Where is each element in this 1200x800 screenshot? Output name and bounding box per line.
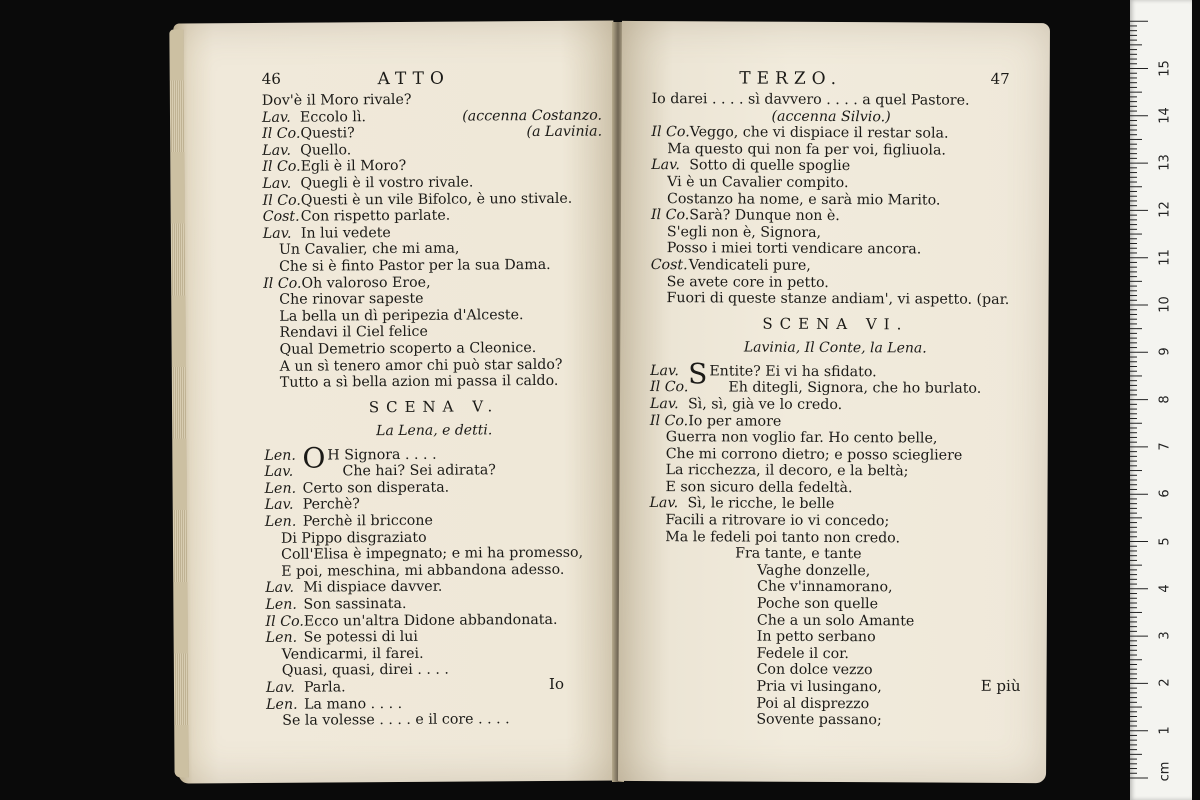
scene-heading: SCENA VI. (762, 314, 909, 334)
verse-text (301, 274, 430, 291)
verse-words: Son sassinata. (303, 595, 407, 613)
speaker-label: Len. (264, 513, 297, 530)
verse-text (649, 578, 893, 595)
ruler-number: 6 (1157, 489, 1173, 498)
ruler-number: 1 (1157, 726, 1173, 735)
speaker-label: Lav. (265, 580, 295, 597)
page-edges (169, 29, 188, 777)
verse-words: Questi è un vile Bifolco, è uno stivale. (300, 190, 573, 209)
verse-text (648, 695, 869, 712)
verse-line (651, 224, 1021, 243)
verse-text (688, 396, 842, 413)
speaker-label: Lav. (264, 464, 294, 481)
verse-line (649, 496, 1019, 515)
verse-words: Quasi, quasi, direi . . . . (281, 662, 449, 680)
verse-words: Fra tante, e tante (735, 545, 862, 563)
speaker-label: Il Co. (265, 613, 304, 630)
verse-words: Un Cavalier, che mi ama, (278, 240, 460, 259)
verse-text (300, 174, 473, 191)
verse-words: Posso i miei torti vendicare ancora. (666, 240, 922, 258)
speaker-label: Il Co. (650, 379, 689, 396)
right-catchword: E più (980, 676, 1021, 695)
verse-words: Sotto di quelle spoglie (689, 157, 851, 175)
verse-words: Di Pippo disgraziato (280, 529, 427, 547)
speaker-label: Len. (265, 629, 298, 647)
verse-words: Io darei . . . . sì davvero . . . . a quel Pastore. (651, 91, 970, 109)
ruler-number: 11 (1157, 248, 1173, 266)
verse-text (690, 124, 949, 141)
verse-words: Quegli è il vostro rivale. (300, 174, 474, 192)
verse-words: La bella un dì peripezia d'Alceste. (279, 306, 524, 325)
ruler-number: 14 (1157, 107, 1173, 124)
verse-words: Eh ditegli, Signora, che ho burlato. (728, 379, 982, 398)
verse-words: Io per amore (688, 412, 782, 430)
verse-words: Che a un solo Amante (756, 612, 915, 630)
verse-words: Sì, le ricche, le belle (687, 495, 835, 513)
verse-text (650, 462, 909, 479)
verse-text (265, 545, 583, 563)
verse-words: Che mi corrono dietro; e posso sciegliere (665, 445, 963, 464)
verse-text (264, 340, 537, 358)
verse-line (649, 612, 1019, 631)
verse-text (650, 290, 1009, 308)
verse-words: Guerra non voglio far. Ho cento belle, (665, 429, 938, 447)
verse-words: Vi è un Cavalier compito. (667, 174, 849, 192)
verse-line (264, 373, 604, 392)
verse-text (302, 441, 437, 475)
verse-words: Che v'innamorano, (756, 579, 893, 596)
verse-text (301, 225, 391, 242)
verse-line (651, 108, 1021, 127)
scene-heading: SCENA V. (368, 396, 500, 416)
verse-line (650, 413, 1020, 432)
ruler-number: 13 (1157, 154, 1173, 171)
verse-text (650, 479, 853, 496)
verse-text (264, 373, 559, 391)
verse-words: Eccolo lì. (299, 108, 367, 126)
speaker-label: Il Co. (650, 207, 690, 224)
ruler-number: 2 (1157, 678, 1173, 688)
verse-text (303, 579, 442, 596)
speaker-label: Lav. (649, 495, 679, 512)
verse-text (689, 207, 840, 224)
verse-text (300, 125, 354, 141)
verse-line (649, 661, 1019, 680)
speaker-label: Len. (264, 447, 296, 464)
verse-text (265, 562, 564, 580)
verse-words: Facili a ritrovare io vi concedo; (665, 512, 890, 530)
verse-line (266, 711, 606, 730)
verse-words: Sovente passano; (756, 711, 882, 729)
verse-words: Qual Demetrio scoperto a Cleonice. (279, 339, 537, 358)
verse-text (689, 257, 811, 274)
verse-line (649, 545, 1019, 564)
verse-text (304, 679, 346, 695)
verse-line (651, 274, 1021, 293)
ruler-number: 5 (1157, 536, 1173, 546)
verse-text (301, 190, 572, 208)
verse-words: H Signora . . . . (327, 446, 437, 464)
verse-words: Coll'Elisa è impegnato; e mi ha promesso, (281, 544, 584, 564)
ruler-number: 12 (1157, 201, 1173, 219)
verse-text (651, 141, 946, 159)
verse-line (651, 240, 1021, 259)
verse-words: Entite? Ei vi ha sfidato. (709, 363, 877, 380)
verse-words: Se potessi di lui (303, 629, 418, 646)
ruler-number: 4 (1157, 584, 1173, 593)
verse-words: Rendavi il Ciel felice (279, 324, 428, 342)
verse-text (303, 596, 406, 613)
scene-characters: La Lena, e detti. (376, 422, 493, 439)
verse-text (266, 662, 449, 679)
verse-words: Se avete core in petto. (666, 273, 829, 291)
speaker-label: Il Co. (263, 275, 302, 292)
verse-text (649, 562, 870, 579)
verse-text (304, 696, 402, 713)
verse-line (648, 678, 1018, 697)
measuring-ruler (1130, 0, 1192, 800)
speaker-label: Cost. (262, 208, 300, 226)
left-catchword: Io (548, 674, 565, 693)
verse-line (649, 628, 1019, 647)
verse-line (651, 157, 1021, 176)
ruler-unit: cm (1157, 761, 1173, 782)
speaker-label: Lav. (261, 109, 291, 126)
verse-words: Quello. (300, 142, 352, 159)
verse-words: La ricchezza, il decoro, e la beltà; (665, 462, 909, 480)
ruler-number: 7 (1157, 442, 1173, 451)
verse-line (651, 124, 1021, 143)
speaker-label: Lav. (262, 225, 292, 242)
verse-line (650, 290, 1020, 309)
verse-text (651, 240, 922, 257)
verse-line (651, 174, 1021, 193)
verse-line (649, 562, 1019, 581)
stage-direction: (a Lavinia. (526, 123, 603, 141)
verse-line (650, 396, 1020, 415)
verse-words: Che hai? Sei adirata? (342, 462, 496, 480)
verse-text (651, 191, 940, 209)
speaker-label: Lav. (265, 679, 295, 696)
verse-text (300, 109, 366, 125)
right-page-number: 47 (990, 69, 1010, 88)
verse-line (649, 578, 1019, 597)
verse-text (263, 257, 551, 275)
verse-line (651, 207, 1021, 226)
verse-text (651, 108, 890, 125)
verse-text (265, 529, 427, 546)
ruler-number: 15 (1157, 59, 1173, 77)
verse-words: Poche son quelle (756, 595, 879, 613)
speaker-label: Il Co. (649, 412, 689, 429)
verse-words: Egli è il Moro? (300, 158, 407, 176)
verse-words: Questi? (300, 125, 355, 142)
verse-words: Che si è finto Pastor per la sua Dama. (278, 256, 551, 275)
verse-line (651, 141, 1021, 160)
verse-text (649, 545, 861, 562)
verse-text (301, 158, 407, 175)
verse-words: Tutto a sì bella azion mi passa il caldo. (279, 372, 559, 391)
verse-line (649, 595, 1019, 614)
verse-text (650, 429, 938, 447)
verse-line (650, 429, 1020, 448)
speaker-label: Lav. (651, 157, 681, 174)
left-running-head (174, 67, 614, 92)
left-head-word: ATTO (377, 68, 450, 90)
verse-words: S'egli non è, Signora, (666, 223, 822, 241)
speaker-label: Lav. (650, 362, 679, 379)
verse-text (263, 324, 427, 341)
speaker-label: Il Co. (262, 192, 301, 209)
verse-words: Vendicarmi, il farei. (281, 645, 424, 663)
verse-text (649, 529, 900, 546)
verse-words: Veggo, che vi dispiace il restar sola. (689, 124, 949, 142)
right-head-word: TERZO. (739, 68, 843, 90)
verse-text (304, 612, 558, 630)
drop-capital: O (302, 441, 326, 475)
verse-line (649, 645, 1019, 664)
verse-text (649, 512, 889, 529)
verse-text (263, 307, 523, 325)
ruler-number: 9 (1157, 347, 1173, 356)
stage-direction: (accenna Costanzo. (462, 107, 603, 125)
verse-text (303, 480, 450, 497)
verse-text (648, 678, 881, 695)
verse-text (648, 711, 882, 728)
verse-words: Ma le fedeli poi tanto non credo. (665, 528, 901, 547)
verse-text (651, 174, 848, 191)
verse-line (649, 512, 1019, 531)
verse-words: Costanzo ha nome, e sarà mio Marito. (667, 190, 941, 209)
scene-characters: Lavinia, Il Conte, la Lena. (743, 339, 927, 357)
verse-text (649, 661, 873, 678)
verse-words: E poi, meschina, mi abbandona adesso. (281, 561, 565, 580)
verse-words: Perchè? (302, 496, 360, 514)
verse-words: Oh valoroso Eroe, (301, 274, 431, 292)
verse-line (651, 257, 1021, 276)
verse-words: Certo son disperata. (302, 479, 450, 497)
left-page-number: 46 (261, 69, 281, 88)
verse-text (303, 497, 360, 513)
verse-text (263, 291, 423, 308)
verse-words: Se la volesse . . . . e il core . . . . (282, 711, 510, 729)
verse-text (688, 380, 981, 398)
verse-words: Con rispetto parlate. (300, 207, 451, 225)
verse-line (652, 91, 1022, 110)
ruler-number: 10 (1157, 296, 1173, 313)
verse-line (649, 529, 1019, 548)
verse-text (650, 446, 963, 464)
verse-words: E son sicuro della fedeltà. (665, 478, 853, 496)
verse-words: (accenna Silvio.) (771, 108, 891, 125)
verse-words: Sì, sì, già ve lo credo. (687, 396, 843, 413)
verse-text (263, 241, 460, 258)
verse-text (649, 595, 878, 612)
left-page (173, 20, 618, 783)
speaker-label: Len. (266, 696, 298, 713)
verse-words: Sarà? Dunque non è. (689, 207, 840, 225)
verse-text (687, 496, 834, 513)
verse-line (648, 711, 1018, 730)
verse-text (649, 645, 849, 662)
verse-text (302, 463, 496, 480)
verse-text (688, 413, 781, 429)
open-book (172, 22, 1052, 782)
verse-text (649, 612, 915, 629)
speaker-label: Il Co. (262, 159, 301, 176)
verse-words: Vendicateli pure, (688, 257, 811, 274)
verse-text (301, 208, 451, 225)
verse-words: Vaghe donzelle, (757, 562, 871, 580)
verse-line (648, 695, 1018, 714)
right-page-text (648, 91, 1021, 730)
verse-line (650, 462, 1020, 481)
verse-words: Ma questo qui non fa per voi, figliuola. (667, 140, 947, 159)
verse-text (651, 274, 829, 291)
verse-text (303, 513, 433, 530)
verse-text (266, 646, 424, 663)
verse-words: Fedele il cor. (756, 645, 849, 662)
verse-line (650, 379, 1020, 398)
verse-text (649, 628, 876, 645)
speaker-label: Il Co. (651, 124, 690, 141)
verse-words: In petto serbano (756, 628, 876, 646)
speaker-label: Lav. (262, 142, 292, 159)
verse-text (651, 224, 821, 241)
verse-text (689, 158, 850, 175)
verse-text (264, 356, 563, 374)
verse-words: Fuori di queste stanze andiam', vi aspetto. (par. (666, 290, 1010, 309)
verse-words: Ecco un'altra Didone abbandonata. (303, 611, 558, 630)
verse-words: Mi dispiace davver. (303, 579, 443, 597)
verse-text (266, 711, 510, 729)
ruler-number: 8 (1157, 394, 1173, 404)
speaker-label: Il Co. (262, 125, 301, 143)
speaker-label: Lav. (262, 175, 292, 192)
verse-words: A un sì tenero amor chi può star saldo? (279, 356, 563, 375)
verse-words: Perchè il briccone (302, 512, 433, 530)
verse-text (688, 356, 877, 391)
verse-words: Che rinovar sapeste (279, 290, 424, 308)
verse-words: La mano . . . . (304, 695, 403, 713)
left-page-text (262, 91, 606, 730)
verse-words: Con dolce vezzo (756, 662, 873, 679)
speaker-label: Cost. (650, 256, 688, 274)
verse-text (262, 92, 412, 109)
speaker-label: Lav. (264, 497, 294, 514)
speaker-label: Len. (265, 596, 297, 613)
ruler-number: 3 (1157, 631, 1173, 640)
drop-capital: S (688, 356, 708, 391)
verse-words: In lui vedete (300, 224, 391, 242)
speaker-label: Len. (264, 480, 297, 497)
verse-text (304, 629, 418, 646)
verse-text (300, 142, 351, 158)
verse-words: Poi al disprezzo (756, 695, 870, 712)
verse-words: Dov'è il Moro rivale? (261, 91, 412, 109)
right-running-head (622, 68, 1050, 92)
speaker-label: Lav. (649, 395, 679, 413)
right-page (618, 21, 1050, 783)
verse-words: Parla. (303, 679, 346, 696)
verse-line (650, 479, 1020, 498)
verse-text (652, 91, 970, 109)
verse-words: Pria vi lusingano, (756, 678, 882, 696)
